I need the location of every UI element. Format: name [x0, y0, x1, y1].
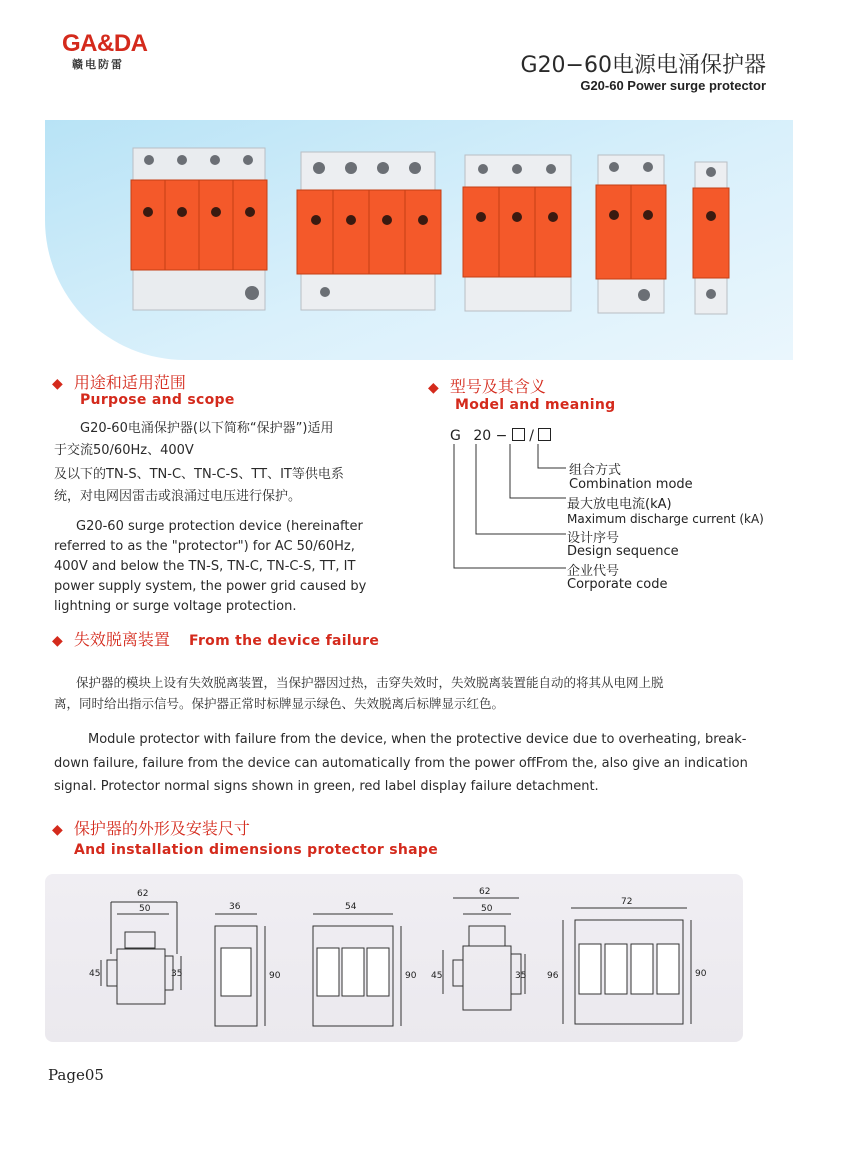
- purpose-heading-cn: 用途和适用范围: [73, 373, 186, 392]
- dimensions-heading: [52, 816, 250, 839]
- failure-en-line3: signal. Protector normal signs shown in green, red label display failure detachment.: [54, 779, 599, 794]
- brand-logo: GA&DA: [62, 30, 148, 57]
- dimensions-heading-cn: 保护器的外形及安装尺寸: [73, 819, 250, 838]
- page-number: Page05: [48, 1066, 104, 1084]
- failure-heading-cn: 失效脱离装置: [73, 630, 170, 649]
- diamond-bullet-icon: ◆: [52, 822, 63, 838]
- model-heading: [428, 374, 546, 397]
- dim-side1-inner: 50: [139, 904, 151, 914]
- failure-heading-en: From the device failure: [188, 633, 380, 649]
- failure-cn-line1: 保护器的模块上设有失效脱离装置，当保护器因过热，击穿失效时，失效脱离装置能自动的将其从电网上脱: [76, 675, 664, 690]
- model-heading-cn: 型号及其含义: [449, 377, 546, 396]
- dim-side2-left: 45: [431, 971, 443, 981]
- failure-cn-line2: 离，同时给出指示信号。保护器正常时标牌显示绿色、失效脱离后标牌显示红色。: [54, 696, 505, 711]
- purpose-en-line3: 400V and below the TN-S, TN-C, TN-C-S, TT, IT: [54, 559, 356, 574]
- page-title-en: G20-60 Power surge protector: [580, 78, 766, 93]
- dim-front3-width: 54: [345, 902, 357, 912]
- purpose-en-line5: lightning or surge voltage protection.: [54, 599, 297, 614]
- dim-side2-right: 35: [515, 971, 527, 981]
- spd-1-pole: [693, 162, 729, 314]
- dim-side2-inner: 50: [481, 904, 493, 914]
- dim-side2-outer: 62: [479, 887, 491, 897]
- diamond-bullet-icon: ◆: [52, 633, 63, 649]
- diamond-bullet-icon: ◆: [52, 376, 63, 392]
- model-item-2-cn: 最大放电电流(kA): [567, 497, 672, 512]
- dimension-drawings-panel: [45, 874, 743, 1042]
- diamond-bullet-icon: ◆: [428, 380, 439, 396]
- purpose-en-line4: power supply system, the power grid caused by: [54, 579, 367, 594]
- page-title-cn: G20−60电源电涌保护器: [520, 53, 766, 78]
- model-leader-lines: [440, 440, 580, 580]
- spd-3-pole: [463, 155, 571, 311]
- model-item-2-en: Maximum discharge current (kA): [567, 512, 764, 526]
- dim-side1-left: 45: [89, 969, 101, 979]
- dim-side2-total: 96: [547, 971, 559, 981]
- model-item-4-en: Corporate code: [567, 577, 668, 592]
- failure-en-line2: down failure, failure from the device can automatically from the power offFrom the, also give an indication: [54, 756, 748, 771]
- spd-4-pole-wide: [297, 152, 441, 310]
- model-item-3-en: Design sequence: [567, 544, 679, 559]
- model-item-3-cn: 设计序号: [567, 531, 620, 546]
- code-slash: /: [529, 428, 534, 444]
- purpose-en-line1: G20-60 surge protection device (hereinafter: [76, 519, 363, 534]
- code-g: G: [450, 428, 461, 444]
- dim-front3-height: 90: [405, 971, 417, 981]
- code-20: 20: [473, 428, 492, 444]
- dim-front4-width: 72: [621, 897, 633, 907]
- failure-en-line1: Module protector with failure from the device, when the protective device due to overheating, break-: [88, 732, 747, 747]
- purpose-cn-line1: G20-60电涌保护器(以下简称“保护器”)适用: [80, 421, 334, 436]
- dimensions-heading-en: And installation dimensions protector shape: [74, 842, 439, 858]
- code-dash: −: [495, 428, 508, 444]
- model-item-4-cn: 企业代号: [567, 564, 620, 579]
- spd-2-pole: [596, 155, 666, 313]
- purpose-heading-en: Purpose and scope: [80, 392, 235, 408]
- dimension-drawings: [45, 874, 743, 1042]
- spd-4-pole: [131, 148, 267, 310]
- model-heading-en: Model and meaning: [455, 397, 616, 413]
- purpose-heading: [52, 370, 186, 393]
- dim-side1-outer: 62: [137, 889, 149, 899]
- purpose-cn-line3: 及以下的TN-S、TN-C、TN-C-S、TT、IT等供电系: [54, 467, 344, 482]
- brand-subtitle: 赣电防雷: [72, 58, 124, 71]
- dim-side1-right: 35: [171, 969, 183, 979]
- product-photo-panel: [45, 120, 793, 360]
- purpose-cn-line4: 统，对电网因雷击或浪涌过电压进行保护。: [54, 489, 302, 504]
- dim-front1-height: 90: [269, 971, 281, 981]
- failure-heading: [52, 627, 379, 650]
- product-illustration: [45, 120, 793, 360]
- purpose-en-line2: referred to as the "protector") for AC 50/60Hz,: [54, 539, 355, 554]
- dim-front1-width: 36: [229, 902, 241, 912]
- model-item-1-en: Combination mode: [569, 477, 693, 492]
- model-item-1-cn: 组合方式: [569, 463, 622, 478]
- purpose-cn-line2: 于交流50/60Hz、400V: [54, 443, 194, 458]
- dim-front4-height: 90: [695, 969, 707, 979]
